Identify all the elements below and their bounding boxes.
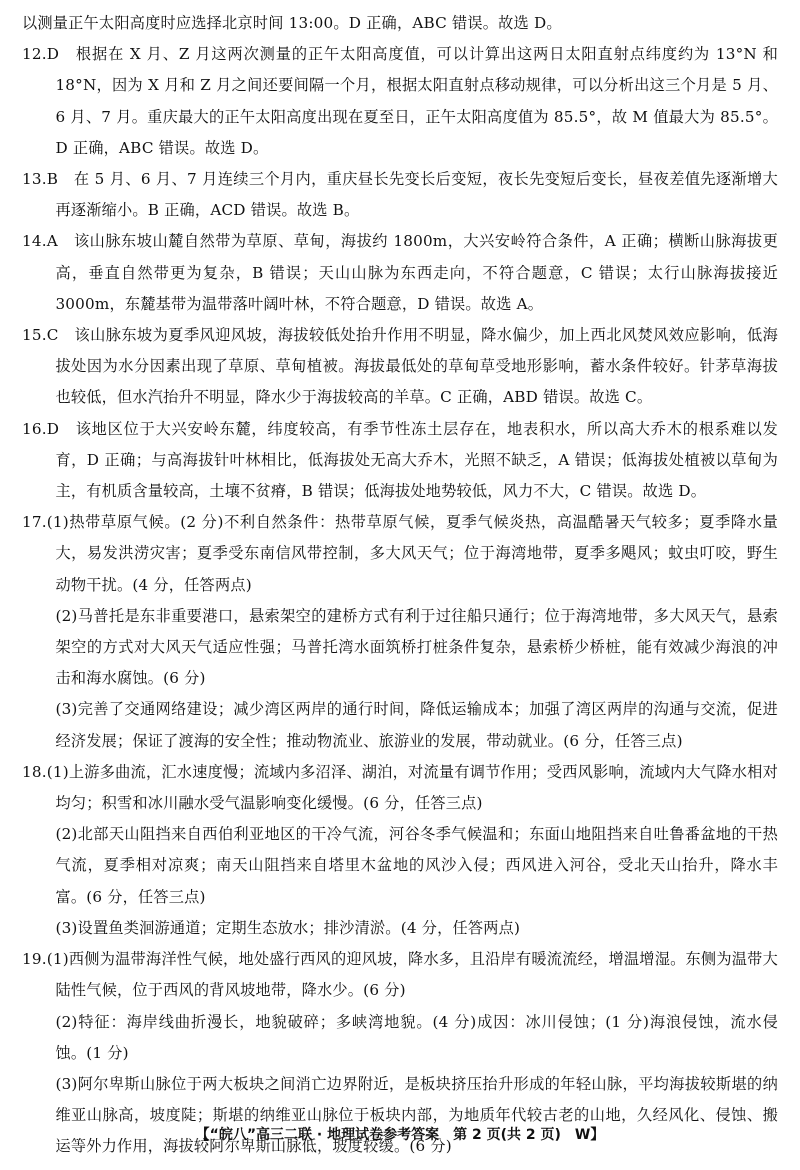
answer-18-part-2: (2)北部天山阻挡来自西伯利亚地区的干冷气流，河谷冬季气候温和；东面山地阻挡来自吐鲁番盆地的干热气流，夏季相对凉爽；南天山阻挡来自塔里木盆地的风沙入侵；西风进入河谷，受北天山抬升，降水丰富。(6 分，任答三点): [55, 825, 778, 906]
answer-19-part-1: 19.(1)西侧为温带海洋性气候，地处盛行西风的迎风坡，降水多，且沿岸有暖流流经，增温增湿。东侧为温带大陆性气候，位于西风的背风坡地带，降水少。(6 分): [22, 950, 778, 1000]
page-footer: 【“皖八”高三二联 · 地理试卷参考答案 第 2 页(共 2 页) W】: [195, 1127, 605, 1143]
answer-18-part-3: (3)设置鱼类洄游通道；定期生态放水；排沙清淤。(4 分，任答两点): [55, 918, 521, 937]
answer-17-part-1: 17.(1)热带草原气候。(2 分)不利自然条件：热带草原气候，夏季气候炎热，高温酷暑天气较多；夏季降水量大，易发洪涝灾害；夏季受东南信风带控制，多大风天气；位于海湾地带，夏季多飓风；蚊虫叮咬，野生动物干扰。(4 分，任答两点): [22, 513, 778, 594]
answer-14: 14.A 该山脉东坡山麓自然带为草原、草甸，海拔约 1800m，大兴安岭符合条件，A 正确；横断山脉海拔更高，垂直自然带更为复杂，B 错误；天山山脉为东西走向，不符合题意，C 错误；太行山脉海拔接近 3000m，东麓基带为温带落叶阔叶林，不符合题意，D 错误。故选 A。: [22, 232, 778, 313]
answer-11-tail: 以测量正午太阳高度时应选择北京时间 13:00。D 正确，ABC 错误。故选 D。: [22, 14, 562, 32]
answer-19-part-3: (3)阿尔卑斯山脉位于两大板块之间消亡边界附近，是板块挤压抬升形成的年轻山脉，平均海拔较斯堪的纳维亚山脉高，坡度陡；斯堪的纳维亚山脉位于板块内部，为地质年代较古老的山地，久经风化、侵蚀、搬运等外力作用，海拔较阿尔卑斯山脉低，坡度较缓。(6 分): [55, 1074, 778, 1156]
answer-17-part-3: (3)完善了交通网络建设；减少湾区两岸的通行时间，降低运输成本；加强了湾区两岸的沟通与交流，促进经济发展；保证了渡海的安全性；推动物流业、旅游业的发展，带动就业。(6 分，任答三点): [55, 700, 778, 750]
answer-12: 12.D 根据在 X 月、Z 月这两次测量的正午太阳高度值，可以计算出这两日太阳直射点纬度约为 13°N 和 18°N，因为 X 月和 Z 月之间还要间隔一个月，根据太阳直射点移动规律，可以分析出这三个月是 5 月、6 月、7 月。重庆最大的正午太阳高度出现在夏至日，正午太阳高度值为 85.5°，故 M 值最大为 85.5°。D 正确，ABC 错误。故选 D。: [22, 45, 778, 157]
answer-16: 16.D 该地区位于大兴安岭东麓，纬度较高，有季节性冻土层存在，地表积水，所以高大乔木的根系难以发育，D 正确；与高海拔针叶林相比，低海拔处无高大乔木，光照不缺乏，A 错误；低海拔处植被以草甸为主，有机质含量较高，土壤不贫瘠，B 错误；低海拔处地势较低，风力不大，C 错误。故选 D。: [22, 419, 778, 501]
answer-15: 15.C 该山脉东坡为夏季风迎风坡，海拔较低处抬升作用不明显，降水偏少，加上西北风焚风效应影响，低海拔处因为水分因素出现了草原、草甸植被。海拔最低处的草甸草受地形影响，蓄水条件较好。针茅草海拔也较低，但水汽抬升不明显，降水少于海拔较高的羊草。C 正确，ABD 错误。故选 C。: [22, 326, 778, 407]
answer-13: 13.B 在 5 月、6 月、7 月连续三个月内，重庆昼长先变长后变短，夜长先变短后变长，昼夜差值先逐渐增大再逐渐缩小。B 正确，ACD 错误。故选 B。: [22, 170, 778, 220]
answer-18-part-1: 18.(1)上游多曲流，汇水速度慢；流域内多沼泽、湖泊，对流量有调节作用；受西风影响，流域内大气降水相对均匀；积雪和冰川融水受气温影响变化缓慢。(6 分，任答三点): [22, 762, 778, 813]
answer-17-part-2: (2)马普托是东非重要港口，悬索架空的建桥方式有利于过往船只通行；位于海湾地带，多大风天气，悬索架空的方式对大风天气适应性强；马普托湾水面筑桥打桩条件复杂，悬索桥少桥桩，能有效减少海浪的冲击和海水腐蚀。(6 分): [55, 606, 778, 688]
answer-19-part-2: (2)特征：海岸线曲折漫长，地貌破碎；多峡湾地貌。(4 分)成因：冰川侵蚀；(1 分)海浪侵蚀，流水侵蚀。(1 分): [55, 1012, 778, 1062]
